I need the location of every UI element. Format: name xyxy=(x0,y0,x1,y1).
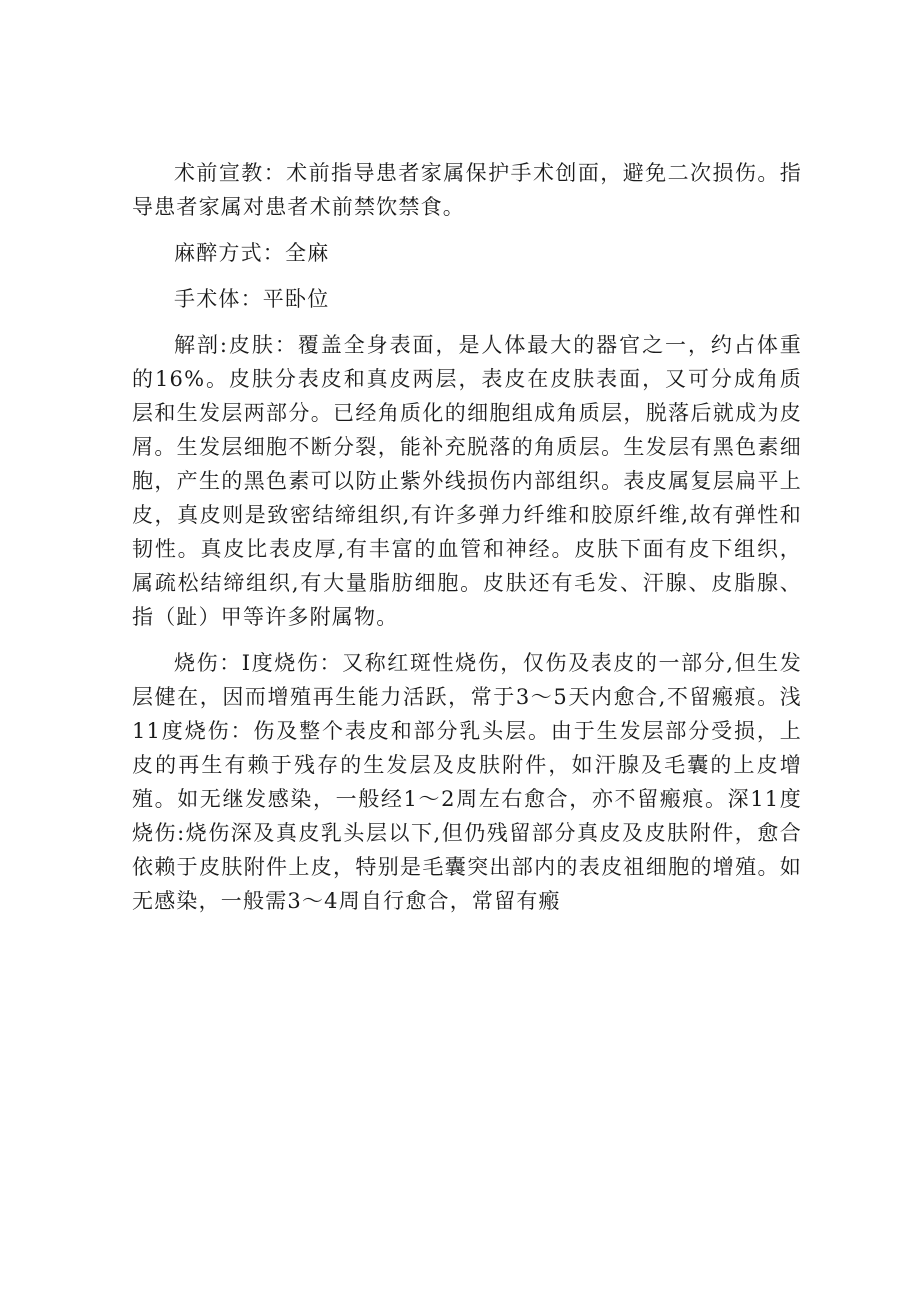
surgical-position-paragraph: 手术体：平卧位 xyxy=(174,287,330,311)
anesthesia-method-paragraph: 麻醉方式：全麻 xyxy=(174,241,330,265)
anatomy-skin-paragraph: 解剖:皮肤：覆盖全身表面，是人体最大的器官之一，约占体重的16%。皮肤分表皮和真皮两层，表皮在皮肤表面，又可分成角质层和生发层两部分。已经角质化的细胞组成角质层，脱落后就成为皮屑。生发层细胞不断分裂，能补充脱落的角质层。生发层有黑色素细胞，产生的黑色素可以防止紫外线损伤内部组织。表皮属复层扁平上皮，真皮则是致密结缔组织,有许多弹力纤维和胶原纤维,故有弹性和韧性。真皮比表皮厚,有丰富的血管和神经。皮肤下面有皮下组织，属疏松结缔组织,有大量脂肪细胞。皮肤还有毛发、汗腺、皮脂腺、指（趾）甲等许多附属物。 xyxy=(132,333,802,629)
preop-education-paragraph: 术前宣教：术前指导患者家属保护手术创面，避免二次损伤。指导患者家属对患者术前禁饮禁食。 xyxy=(132,161,802,219)
burn-classification-paragraph: 烧伤：I度烧伤：又称红斑性烧伤，仅伤及表皮的一部分,但生发层健在，因而增殖再生能力活跃，常于3～5天内愈合,不留瘢痕。浅11度烧伤：伤及整个表皮和部分乳头层。由于生发层部分受损，上皮的再生有赖于残存的生发层及皮肤附件，如汗腺及毛囊的上皮增殖。如无继发感染，一般经1～2周左右愈合，亦不留瘢痕。深11度烧伤:烧伤深及真皮乳头层以下,但仍残留部分真皮及皮肤附件，愈合依赖于皮肤附件上皮，特别是毛囊突出部内的表皮祖细胞的增殖。如无感染，一般需3～4周自行愈合，常留有瘢 xyxy=(132,651,802,913)
